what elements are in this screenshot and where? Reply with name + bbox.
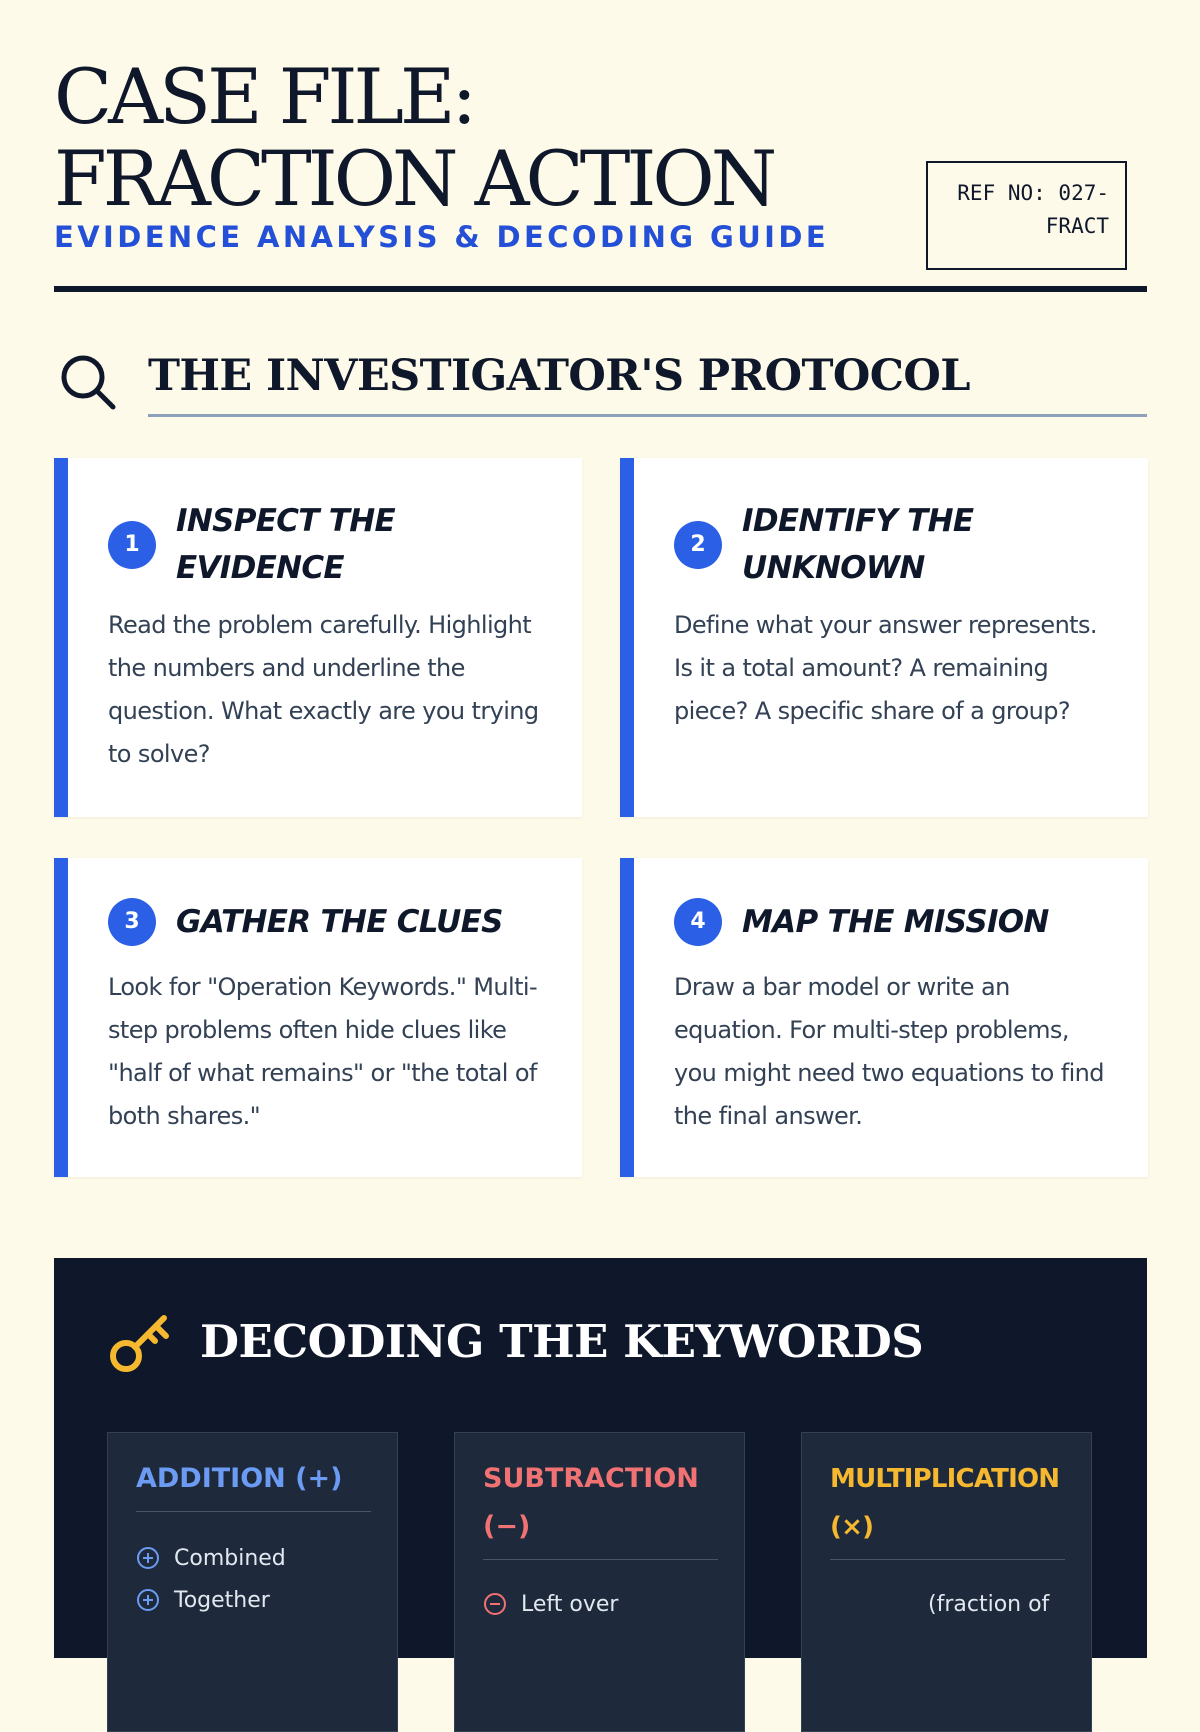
- list-item: [136, 1579, 377, 1621]
- list-item: [483, 1583, 724, 1625]
- header-divider: [54, 286, 1147, 292]
- step-description: Draw a bar model or write an equation. For multi-step problems, you might need two equations to find the final answer.: [674, 973, 1104, 1130]
- keyword-text: Combined: [174, 1545, 286, 1571]
- page-subtitle: EVIDENCE ANALYSIS & DECODING GUIDE: [54, 220, 830, 254]
- minus-circle-icon: [483, 1592, 507, 1616]
- step-header: [674, 898, 1128, 946]
- step-number-badge: 3: [108, 898, 156, 946]
- subtraction-card: [454, 1432, 745, 1732]
- plus-circle-icon: [136, 1546, 160, 1570]
- step-description: Define what your answer represents. Is it a total amount? A remaining piece? A specific share of a group?: [674, 611, 1097, 725]
- reference-number-box: REF NO: 027-FRACT: [926, 161, 1127, 270]
- key-icon: [106, 1310, 172, 1376]
- multiplication-keyword-list: [830, 1583, 1071, 1625]
- subtraction-title: SUBTRACTION (−): [483, 1455, 718, 1560]
- step-card-4: [620, 858, 1148, 1177]
- step-card-3: [54, 858, 582, 1177]
- step-header: [674, 498, 1128, 592]
- step-title: IDENTIFY THE UNKNOWN: [742, 503, 974, 586]
- protocol-heading: [54, 346, 1147, 418]
- step-title: GATHER THE CLUES: [176, 903, 503, 940]
- keyword-text: Together: [174, 1587, 270, 1613]
- addition-card: [107, 1432, 398, 1732]
- keyword-text: Left over: [521, 1591, 619, 1617]
- step-description: Look for "Operation Keywords." Multi-step problems often hide clues like "half of what remains" or "the total of both shares.": [108, 973, 538, 1130]
- step-description: Read the problem carefully. Highlight the numbers and underline the question. What exactly are you trying to solve?: [108, 611, 539, 768]
- plus-circle-icon: [136, 1588, 160, 1612]
- list-item: [830, 1583, 1071, 1625]
- step-title: MAP THE MISSION: [742, 903, 1049, 940]
- keyword-text: (fraction of: [928, 1591, 1050, 1617]
- page-title: CASE FILE: FRACTION ACTION: [54, 52, 774, 223]
- multiplication-title: MULTIPLICATION (×): [830, 1455, 1065, 1560]
- step-number-badge: 2: [674, 521, 722, 569]
- step-title: INSPECT THE EVIDENCE: [176, 503, 395, 586]
- addition-keyword-list: [136, 1537, 377, 1621]
- step-header: [108, 898, 562, 946]
- list-item: [136, 1537, 377, 1579]
- subtraction-keyword-list: [483, 1583, 724, 1625]
- keywords-section: [54, 1258, 1147, 1658]
- step-card-1: [54, 458, 582, 817]
- step-number-badge: 4: [674, 898, 722, 946]
- addition-title: ADDITION (+): [136, 1455, 371, 1512]
- step-header: [108, 498, 562, 592]
- search-icon: [58, 352, 118, 412]
- keywords-title: DECODING THE KEYWORDS: [200, 1315, 924, 1368]
- protocol-title: THE INVESTIGATOR'S PROTOCOL: [148, 346, 1147, 417]
- multiplication-card: [801, 1432, 1092, 1732]
- step-number-badge: 1: [108, 521, 156, 569]
- step-card-2: [620, 458, 1148, 817]
